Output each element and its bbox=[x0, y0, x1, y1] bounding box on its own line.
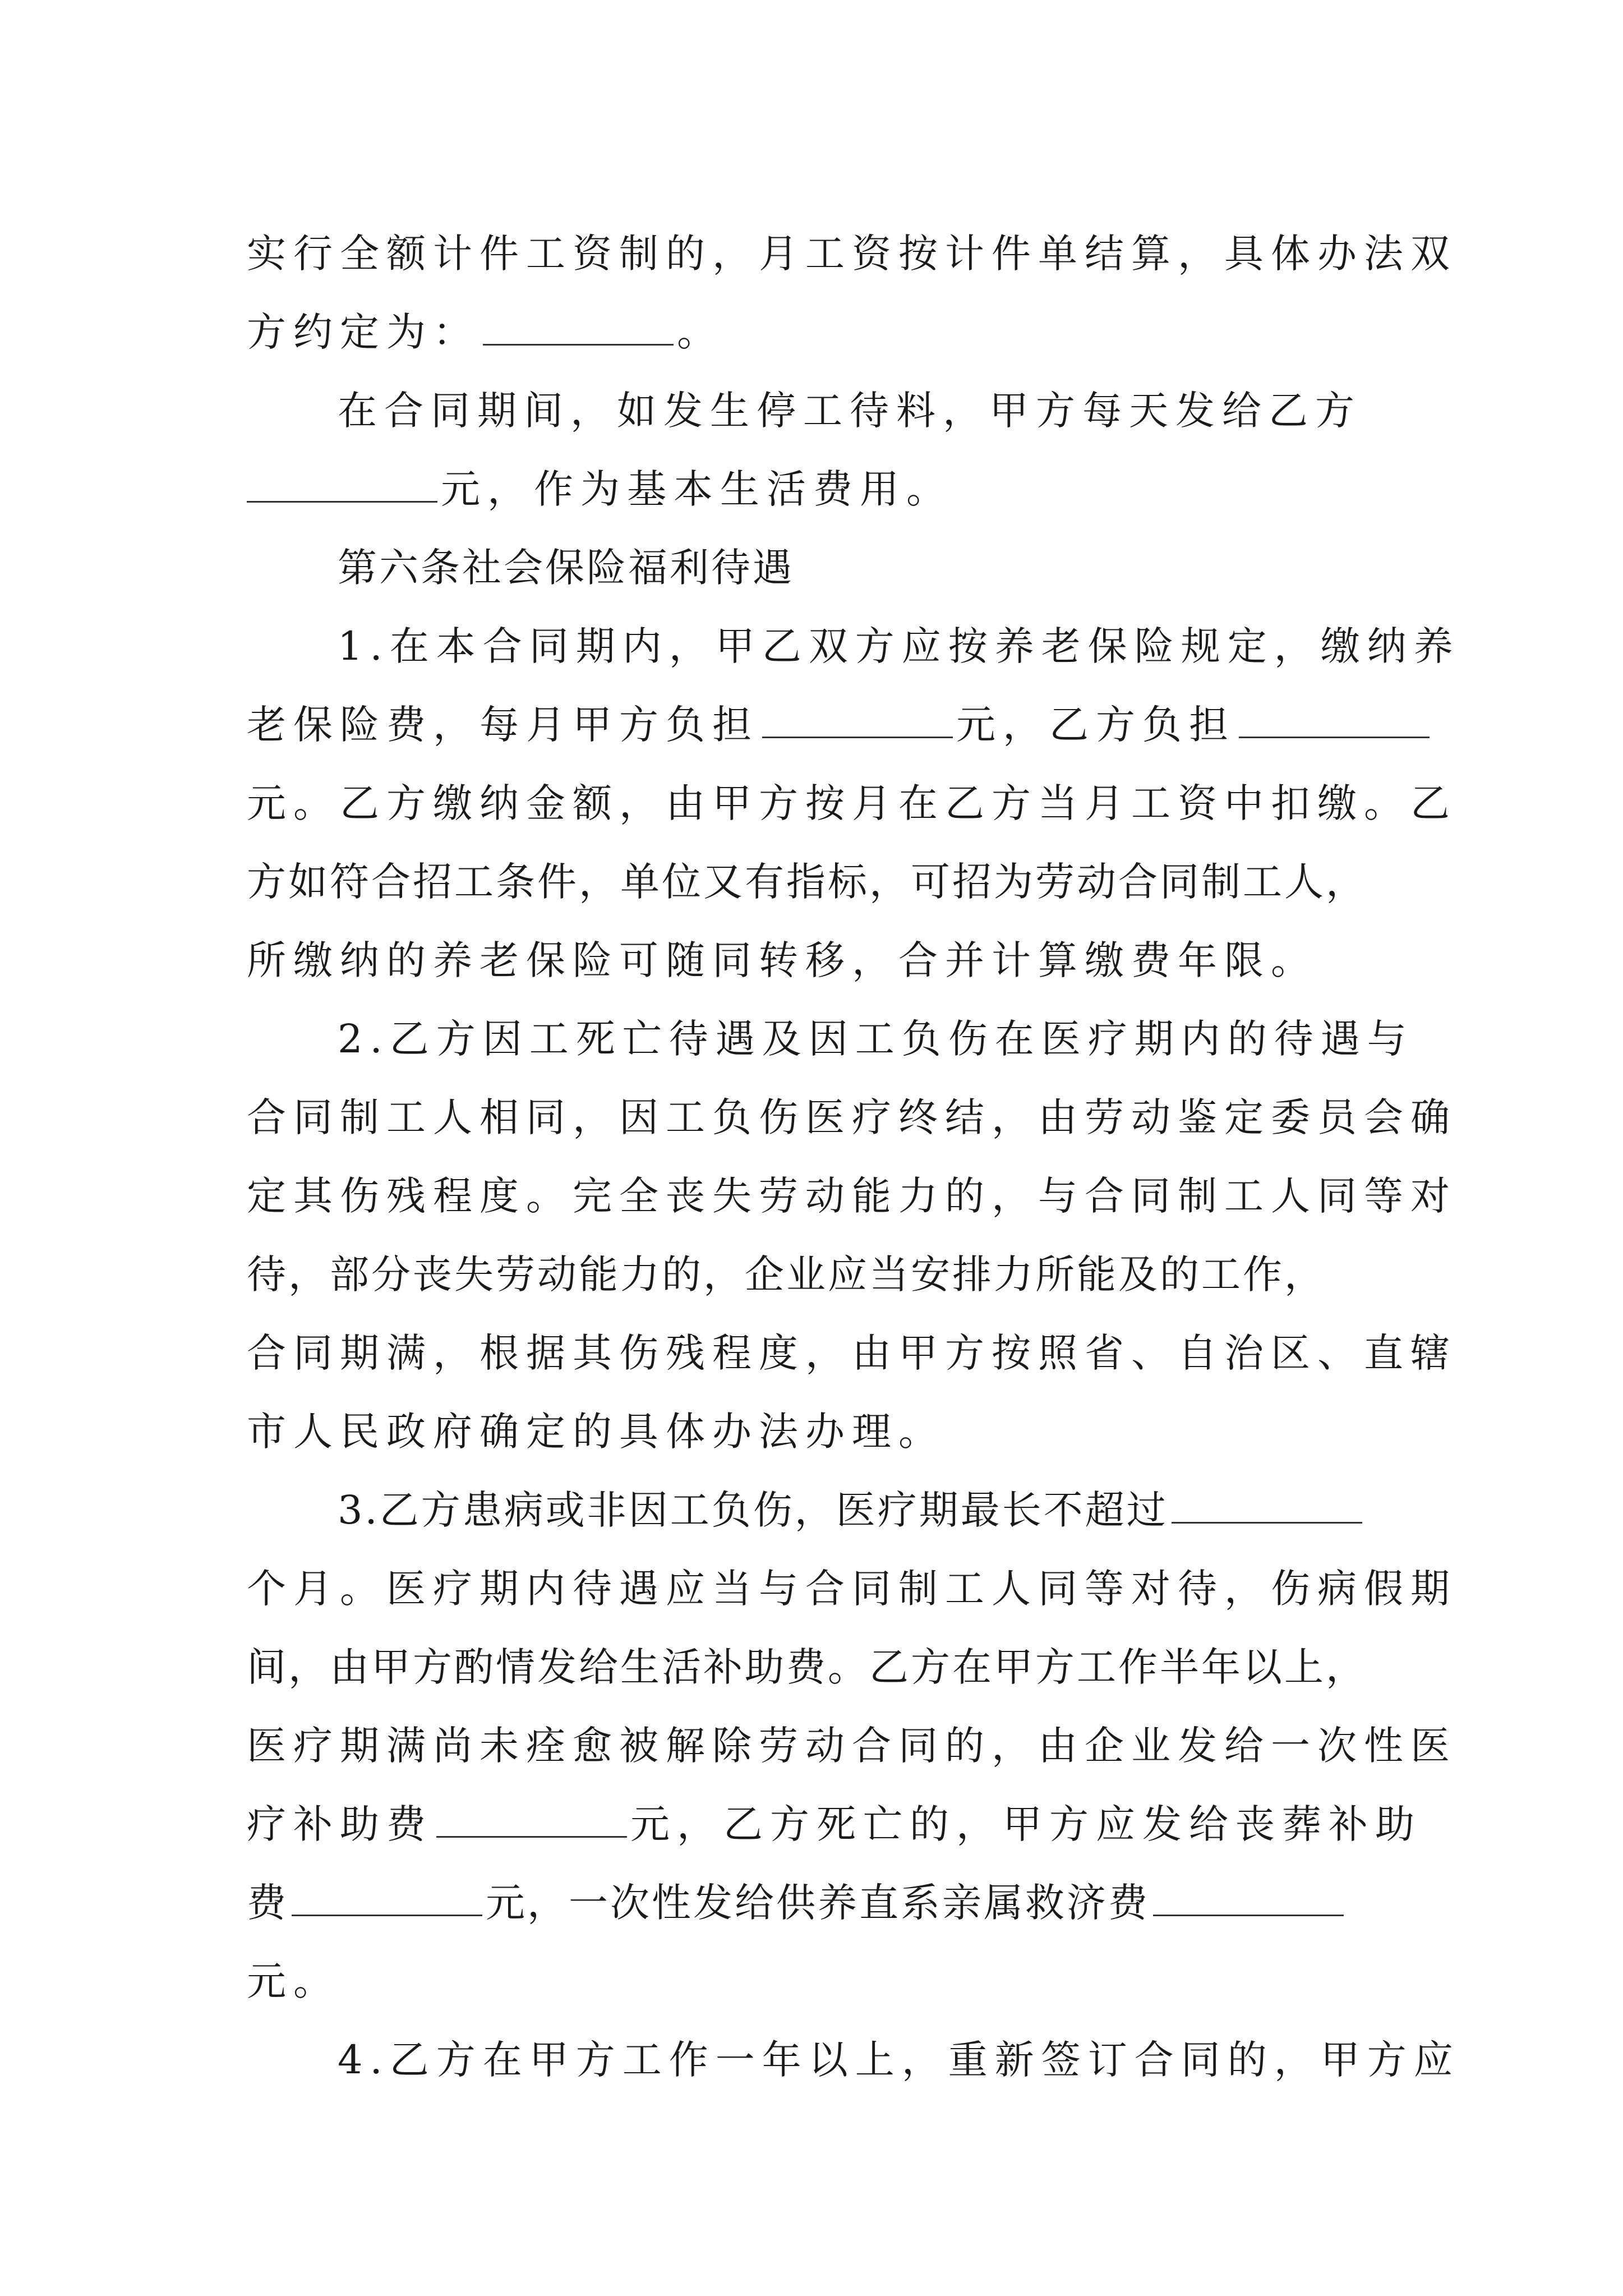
line-text: 2.乙方因工死亡待遇及因工负伤在医疗期内的待遇与 bbox=[338, 1016, 1414, 1062]
line-text: 老保险费，每月甲方负担 bbox=[247, 702, 759, 748]
text-line bbox=[247, 1864, 1380, 1942]
text-line bbox=[247, 921, 1380, 1000]
line-text: 合同制工人相同，因工负伤医疗终结，由劳动鉴定委员会确 bbox=[247, 1094, 1457, 1140]
text-line bbox=[247, 1235, 1380, 1314]
text-line bbox=[247, 685, 1380, 764]
text-line bbox=[247, 1471, 1380, 1549]
line-text: 医疗期满尚未痊愈被解除劳动合同的，由企业发给一次性医 bbox=[247, 1723, 1457, 1769]
line-text: 定其伤残程度。完全丧失劳动能力的，与合同制工人同等对 bbox=[247, 1173, 1457, 1219]
fill-in-blank bbox=[1172, 1483, 1362, 1524]
line-text: 市人民政府确定的具体办法办理。 bbox=[247, 1409, 945, 1455]
fill-in-blank bbox=[292, 1875, 482, 1916]
text-line bbox=[247, 764, 1457, 843]
line-text: 。 bbox=[677, 309, 723, 355]
text-line bbox=[247, 293, 1380, 371]
text-line bbox=[247, 1157, 1457, 1235]
text-line bbox=[247, 1942, 1380, 2021]
text-line bbox=[247, 450, 1380, 528]
fill-in-blank bbox=[1153, 1875, 1344, 1916]
fill-in-blank bbox=[247, 462, 437, 503]
text-line bbox=[247, 214, 1457, 293]
line-text: 方如符合招工条件，单位又有指标，可招为劳动合同制工人， bbox=[247, 859, 1367, 905]
line-text: 所缴纳的养老保险可随同转移，合并计算缴费年限。 bbox=[247, 937, 1317, 983]
line-text: 间，由甲方酌情发给生活补助费。乙方在甲方工作半年以上， bbox=[247, 1644, 1367, 1690]
text-line bbox=[247, 1078, 1457, 1157]
text-line bbox=[247, 1392, 1380, 1471]
line-text: 待，部分丧失劳动能力的，企业应当安排力所能及的工作， bbox=[247, 1251, 1326, 1297]
text-line bbox=[247, 2021, 1460, 2099]
line-text: 个月。医疗期内待遇应当与合同制工人同等对待，伤病假期 bbox=[247, 1566, 1457, 1612]
line-text: 实行全额计件工资制的，月工资按计件单结算，具体办法双 bbox=[247, 231, 1457, 277]
line-text: 4.乙方在甲方工作一年以上，重新签订合同的，甲方应 bbox=[338, 2037, 1460, 2083]
text-line bbox=[247, 1549, 1457, 1628]
text-line bbox=[247, 607, 1460, 685]
contract-body bbox=[247, 214, 1460, 2099]
text-line bbox=[247, 1785, 1422, 1864]
text-line bbox=[247, 1628, 1380, 1706]
text-line bbox=[247, 843, 1380, 921]
section-heading bbox=[247, 528, 1380, 607]
fill-in-blank bbox=[483, 305, 674, 346]
line-text: 元。乙方缴纳金额，由甲方按月在乙方当月工资中扣缴。乙 bbox=[247, 780, 1457, 826]
line-text: 元，乙方死亡的，甲方应发给丧葬补助 bbox=[630, 1801, 1422, 1847]
line-text: 元。 bbox=[247, 1958, 340, 2004]
text-line bbox=[247, 371, 1380, 450]
heading-text: 第六条社会保险福利待遇 bbox=[338, 545, 794, 591]
line-text: 疗补助费 bbox=[247, 1801, 433, 1847]
fill-in-blank bbox=[1239, 697, 1430, 738]
fill-in-blank bbox=[436, 1797, 627, 1838]
text-line bbox=[247, 1000, 1414, 1078]
fill-in-blank bbox=[762, 697, 953, 738]
line-text: 合同期满，根据其伤残程度，由甲方按照省、自治区、直辖 bbox=[247, 1330, 1457, 1376]
line-text: 方约定为： bbox=[247, 309, 479, 355]
text-line bbox=[247, 1314, 1457, 1392]
line-text: 费 bbox=[247, 1880, 288, 1926]
text-line bbox=[247, 1706, 1457, 1785]
line-text: 1.在本合同期内，甲乙双方应按养老保险规定，缴纳养 bbox=[338, 623, 1460, 669]
line-text: 元，一次性发给供养直系亲属救济费 bbox=[486, 1880, 1150, 1926]
line-text: 在合同期间，如发生停工待料，甲方每天发给乙方 bbox=[338, 388, 1362, 434]
line-text: 元，乙方负担 bbox=[956, 702, 1235, 748]
line-text: 元，作为基本生活费用。 bbox=[441, 466, 953, 512]
line-text: 3.乙方患病或非因工负伤，医疗期最长不超过 bbox=[338, 1487, 1168, 1533]
